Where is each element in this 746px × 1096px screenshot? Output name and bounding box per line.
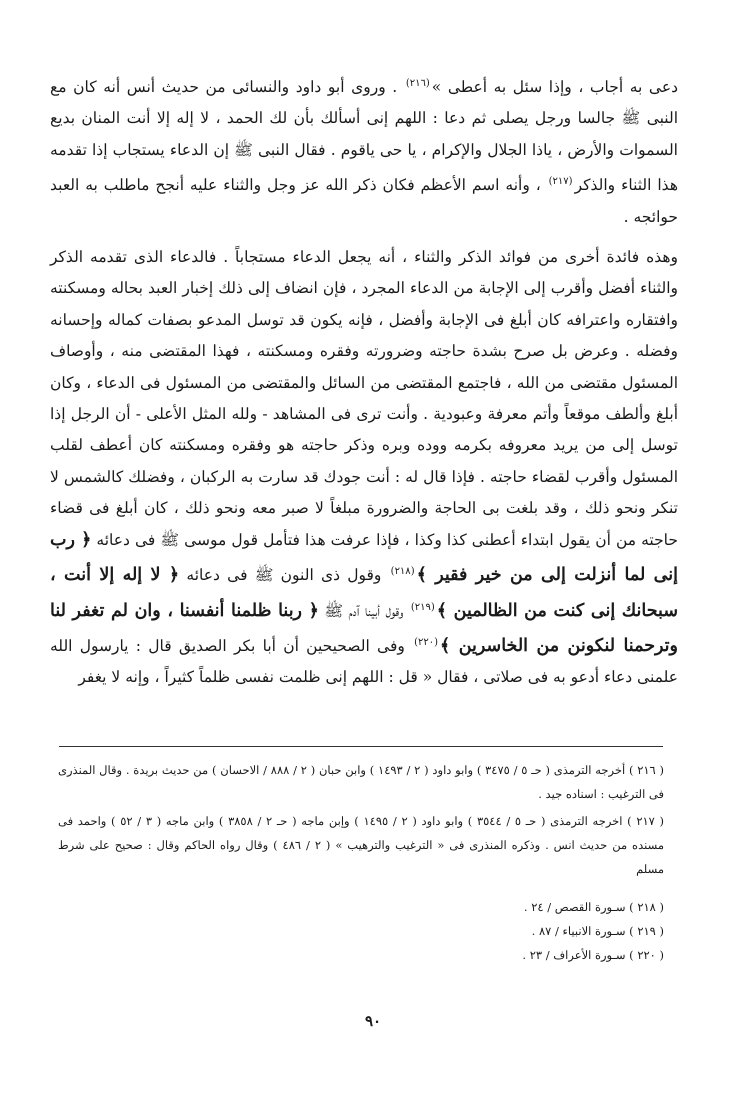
footnote-ref: (٢١٨): [390, 566, 415, 578]
footnote-ref: (٢٢٠): [414, 636, 439, 648]
footnote-group: [464, 895, 664, 967]
quran-verse: ﴿ رب إنى لما أنزلت إلى من خير فقير ﴾: [50, 529, 678, 586]
quran-verse: ﴿ ربنا ظلمنا أنفسنا ، وان لم تغفر لنا وترحمنا لنكونن من الخاسرين ﴾: [50, 600, 678, 656]
main-text: [50, 68, 678, 694]
quran-verse: ﴿ لا إله إلا أنت ، سبحانك إنى كنت من الظالمين ﴾: [50, 565, 678, 621]
footnote-ref: (٢١٦): [405, 78, 430, 89]
text-span: وهذه فائدة أخرى من فوائد الذكر والثناء ، أنه يجعل الدعاء مستجاباً . فالدعاء الذى تقدمه الذكر والثناء أفضل وأقرب إلى الإجابة من الدعاء المجرد ، فإن انضاف إلى ذلك إخبار العبد بحاله ومسكنته وافتقاره واعترافه كان أبلغ فى الإجابة وأفضل ، فإنه يكون قد توسل المدعو بصفات كماله وإحسانه وفضله . وعرض بل صرح بشدة حاجته وضرورته وفقره ومسكنته ، فهذا المقتضى منه ، وأوصاف المسئول مقتضى من الله ، فاجتمع المقتضى من السائل والمقتضى من المسئول فى الدعاء ، وكان أبلغ وألطف موقعاً وأتم معرفة وعبودية . وأنت ترى فى المشاهد - ولله المثل الأعلى - أن الرجل إذا توسل إلى من يريد معروفه بكرمه ووده وبره وذكر حاجته هو وفقره ومسكنته كان أعطف لقلب المسئول وأقرب لقضاء حاجته . فإذا قال له : أنت جودك قد سارت به الركبان ، وفضلك كالشمس لا تنكر ونحو ذلك ، وقد بلغت بى الحاجة والضرورة مبلغاً لا صبر معه ونحو ذلك ، كان أبلغ فى قضاء حاجته من أن يقول ابتداء أعطنى كذا وكذا ، فإذا عرفت هذا فتأمل قول موسى ﷺ فى دعائه: [50, 248, 678, 549]
page-number: ٩٠: [364, 1012, 382, 1030]
footnote-220: ( ٢٢٠ ) سـورة الأعراف / ٢٣ .: [522, 948, 664, 962]
footnote-219: ( ٢١٩ ) سـورة الانبياء / ٨٧ .: [531, 924, 664, 938]
paragraph: [50, 242, 678, 694]
text-span: دعى به أجاب ، وإذا سئل به أعطى »: [431, 78, 678, 96]
footnote-218: ( ٢١٨ ) سـورة القصص / ٢٤ .: [523, 900, 664, 914]
footnote-216: ( ٢١٦ ) أخرجه الترمذى ( حـ ٥ / ٣٤٧٥ ) وابو داود ( ٢ / ١٤٩٣ ) وابن حبان ( ٢ / ٨٨٨ / الاحسان ) من حديث بريدة . وقال المنذرى فى الترغيب : اسناده جيد .: [58, 763, 664, 801]
footnote-divider: [59, 746, 663, 747]
text-span: وفى الصحيحين أن أبا بكر الصديق قال : يارسول الله علمنى دعاء أدعو به فى صلاتى ، فقال « قل : اللهم إنى ظلمت نفسى ظلماً كثيراً ، وإنه لا يغفر: [50, 636, 678, 687]
footnotes: [58, 758, 664, 967]
text-span: ، وأنه اسم الأعظم فكان ذكر الله عز وجل والثناء عليه أنجح ماطلب به العبد حوائجه .: [50, 176, 678, 226]
footnote-217: ( ٢١٧ ) اخرجه الترمذى ( حـ ٥ / ٣٥٤٤ ) وابو داود ( ٢ / ١٤٩٥ ) وإبن ماجه ( حـ ٢ / ٣٨٥٨ ) وابن ماجه ( ٣ / ٥٢ ) واحمد فى مسنده من حديث انس . وذكره المنذرى فى « الترغيب والترهيب » ( ٢ / ٤٨٦ ) وقال رواه الحاكم وقال : صحيح على شرط مسلم: [58, 814, 665, 876]
footnote-ref: (٢١٧): [548, 176, 573, 188]
text-span: وقول ذى النون ﷺ فى دعائه: [179, 566, 389, 585]
text-span: . وروى أبو داود والنسائى من حديث أنس أنه كان مع النبى ﷺ جالسا ورجل يصلى ثم دعا : اللهم إنى أسألك بأن لك الحمد ، لا إله إلا أنت المنان بديع السموات والأرض ، ياذا الجلال والإكرام ، يا حى ياقوم . فقال النبى ﷺ إن الدعاء يستجاب إذا تقدمه هذا الثناء والذكر: [50, 78, 678, 195]
paragraph: [50, 68, 678, 233]
footnote-ref: (٢١٩): [410, 601, 435, 613]
text-span: وقول أبينا آدم ﷺ: [318, 601, 409, 620]
